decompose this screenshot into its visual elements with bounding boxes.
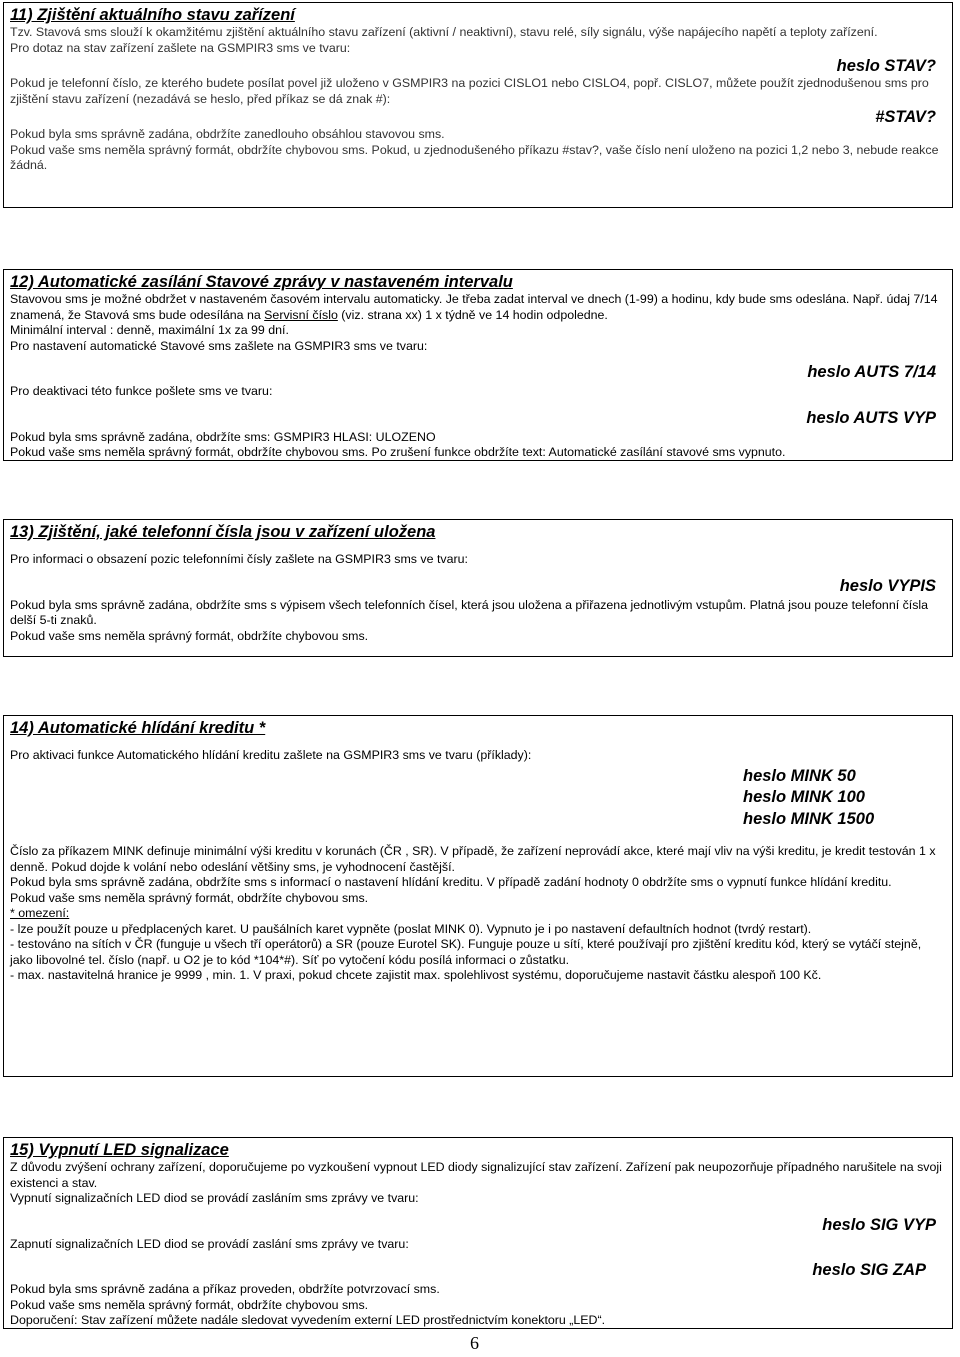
servisni-cislo-link: Servisní číslo — [264, 307, 338, 322]
s11-error-info: Pokud vaše sms neměla správný formát, obdržíte chybovou sms. Pokud, u zjednodušeného příkazu #stav?, vaše číslo není uloženo na pozici 1,2 nebo 3, nebude reakce žádná. — [10, 142, 939, 172]
s14-restriction-networks: - testováno na sítích v ČR (funguje u všech tří operátorů) a SR (pouze Eurotel SK). Funguje pouze u sítí, které používají pro zjištění kreditu kód, který se vytáčí stejně, jako libovolné tel. číslo (např. u O2 je to kód *104*#). Síť po vytočení kódu posílá informaci o zůstatku. — [10, 937, 922, 967]
s12-error-info: Pokud vaše sms neměla správný formát, obdržíte chybovou sms. Po zrušení funkce obdržíte text: Automatické zasílání stavové sms vypnuto. — [10, 445, 786, 459]
s13-success-info: Pokud byla sms správně zadána, obdržíte sms s výpisem všech telefonních čísel, která jsou uložena a přiřazena jednotlivým vstupům. Platná jsou pouze telefonní čísla delší 5-ti znaků. — [10, 597, 929, 627]
section-11 — [3, 2, 953, 208]
s15-enable-instruction: Zapnutí signalizačních LED diod se provádí zaslání sms zprávy ve tvaru: — [10, 1236, 409, 1251]
s14-command-mink-1500: heslo MINK 1500 — [743, 809, 875, 828]
s12-deactivate-instruction: Pro deaktivaci této funkce pošlete sms ve tvaru: — [10, 384, 273, 398]
section-12 — [3, 269, 953, 461]
s12-interval-range: Minimální interval : denně, maximální 1x za 99 dní. — [10, 323, 289, 337]
s14-command-mink-100: heslo MINK 100 — [743, 788, 865, 806]
s15-success-info: Pokud byla sms správně zadána a příkaz proveden, obdržíte potvrzovací sms. — [10, 1282, 440, 1296]
section-13-title: 13) Zjištění, jaké telefonní čísla jsou v zařízení uložena — [10, 523, 436, 541]
s14-restrictions-heading: * omezení: — [10, 906, 70, 920]
s11-success-info: Pokud byla sms správně zadána, obdržíte zanedlouho obsáhlou stavovou sms. — [10, 127, 445, 141]
s12-command-auts-vyp: heslo AUTS VYP — [806, 408, 936, 427]
s13-instruction: Pro informaci o obsazení pozic telefonními čísly zašlete na GSMPIR3 sms ve tvaru: — [10, 552, 468, 566]
s15-command-sig-zap: heslo SIG ZAP — [812, 1261, 926, 1279]
s11-command-stav: heslo STAV? — [836, 57, 936, 75]
s14-error-info: Pokud vaše sms neměla správný formát, obdržíte chybovou sms. — [10, 890, 369, 905]
s11-query-instruction: Pro dotaz na stav zařízení zašlete na GSMPIR3 sms ve tvaru: — [10, 40, 351, 55]
s14-restriction-prepaid: - lze použít pouze u předplacených karet. U paušálních karet vypněte (poslat MINK 0). Vypnuto je i po nastavení defaultních hodnot (tvrdý restart). — [10, 921, 812, 936]
section-15-title: 15) Vypnutí LED signalizace — [10, 1141, 229, 1159]
s11-command-hash-stav: #STAV? — [875, 108, 936, 126]
section-15 — [3, 1137, 953, 1329]
s13-error-info: Pokud vaše sms neměla správný formát, obdržíte chybovou sms. — [10, 628, 369, 643]
s15-command-sig-vyp: heslo SIG VYP — [822, 1215, 936, 1234]
s14-success-info: Pokud byla sms správně zadána, obdržíte sms s informací o nastavení hlídání kreditu. V případě zadání hodnoty 0 obdržíte sms o vypnutí funkce hlídání kreditu. — [10, 875, 892, 889]
s12-command-auts-714: heslo AUTS 7/14 — [807, 363, 936, 381]
s13-command-vypis: heslo VYPIS — [839, 576, 936, 595]
s15-disable-instruction: Vypnutí signalizačních LED diod se provádí zasláním sms zprávy ve tvaru: — [10, 1191, 419, 1205]
s12-set-instruction: Pro nastavení automatické Stavové sms zašlete na GSMPIR3 sms ve tvaru: — [10, 338, 428, 353]
s15-intro: Z důvodu zvýšení ochrany zařízení, doporučujeme po vyzkoušení vypnout LED diody signalizující stav zařízení. Zařízení pak neupozorňuje případného narušitele na svoji existenci a stav. — [10, 1160, 942, 1190]
section-13 — [3, 519, 953, 657]
section-14-title: 14) Automatické hlídání kreditu * — [10, 719, 266, 737]
s11-intro: Tzv. Stavová sms slouží k okamžitému zjištění aktuálního stavu zařízení (aktivní / neaktivní), stavu relé, síly signálu, výše napájecího napětí a teploty zařízení. — [10, 25, 878, 39]
section-11-title: 11) Zjištění aktuálního stavu zařízení — [10, 6, 295, 24]
s14-mink-definition: Číslo za příkazem MINK definuje minimální výši kreditu v korunách (ČR , SR). V případě, že zařízení neprovádí akce, které mají vliv na výši kreditu, je kredit testován 1 x denně. Pokud dojde k volání nebo odeslání většiny sms, je vyhodnocení častější. — [10, 844, 936, 874]
s14-command-mink-50: heslo MINK 50 — [743, 766, 856, 785]
s15-error-info: Pokud vaše sms neměla správný formát, obdržíte chybovou sms. — [10, 1297, 369, 1312]
s12-intro: Stavovou sms je možné obdržet v nastaveném časovém intervalu automaticky. Je třeba zadat interval ve dnech (1-99) a hodinu, kdy bude sms odeslána. Např. údaj 7/14 znamená, že Stavová sms bude odesílána na Servisní číslo (viz. strana xx) 1 x týdně ve 14 hodin odpoledne. — [10, 292, 938, 322]
s15-recommendation: Doporučení: Stav zařízení můžete nadále sledovat vyvedením externí LED prostřednictvím konektoru „LED“. — [10, 1313, 606, 1327]
s14-command-list — [743, 766, 946, 831]
s12-success-info: Pokud byla sms správně zadána, obdržíte sms: GSMPIR3 HLASI: ULOZENO — [10, 429, 436, 444]
s11-simplified-info: Pokud je telefonní číslo, ze kterého budete posílat povel již uloženo v GSMPIR3 na pozici CISLO1 nebo CISLO4, popř. CISLO7, můžete použít zjednodušenou sms pro zjištění stavu zařízení (nezadává se heslo, před příkaz se dá znak #): — [10, 76, 929, 106]
section-12-title: 12) Automatické zasílání Stavové zprávy v nastaveném intervalu — [10, 273, 513, 291]
section-14 — [3, 715, 953, 1077]
s14-restriction-limits: - max. nastavitelná hranice je 9999 , min. 1. V praxi, pokud chcete zajistit max. spolehlivost systému, doporučujeme nastavit částku alespoň 100 Kč. — [10, 968, 822, 982]
page-number: 6 — [470, 1333, 479, 1353]
s14-instruction: Pro aktivaci funkce Automatického hlídání kreditu zašlete na GSMPIR3 sms ve tvaru (příklady): — [10, 748, 532, 762]
